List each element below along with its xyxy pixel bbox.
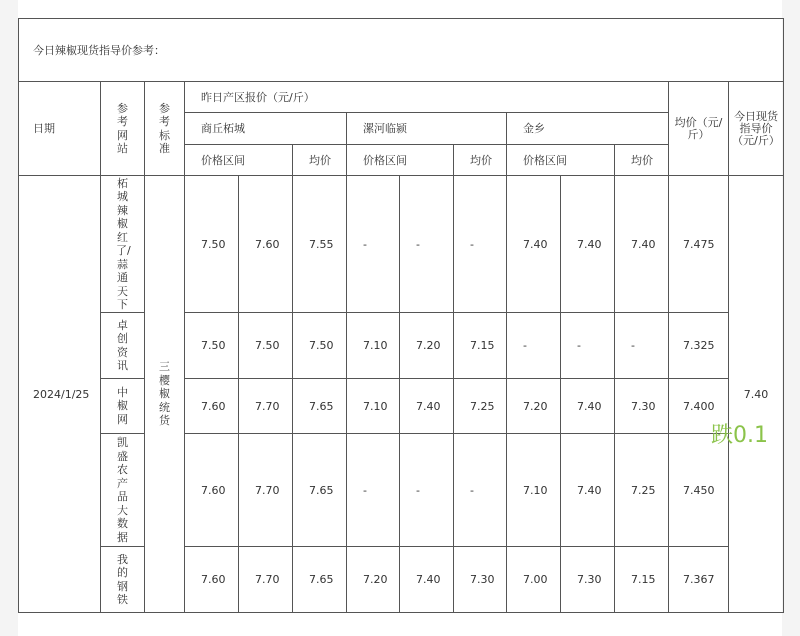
- today-price-cell: 7.40: [729, 176, 784, 613]
- price-cell: 7.25: [454, 379, 507, 434]
- price-cell: 7.20: [400, 313, 454, 379]
- table-title: 今日辣椒现货指导价参考：: [19, 19, 784, 82]
- price-cell: 7.40: [400, 379, 454, 434]
- price-cell: -: [507, 313, 561, 379]
- header-avg-linying: 均价: [454, 145, 507, 176]
- price-cell: 7.60: [185, 379, 239, 434]
- header-region-jinxiang: 金乡: [507, 113, 669, 145]
- price-cell: 7.50: [239, 313, 293, 379]
- avg-cell: 7.325: [669, 313, 729, 379]
- price-cell: 7.40: [561, 379, 615, 434]
- price-cell: -: [347, 434, 400, 547]
- header-region-linying: 漯河临颍: [347, 113, 507, 145]
- header-price-range-linying: 价格区间: [347, 145, 454, 176]
- website-cell: 中椒网: [101, 379, 145, 434]
- price-cell: 7.10: [507, 434, 561, 547]
- price-cell: 7.25: [615, 434, 669, 547]
- price-cell: -: [347, 176, 400, 313]
- price-cell: 7.70: [239, 547, 293, 613]
- avg-cell: 7.400: [669, 379, 729, 434]
- price-cell: 7.65: [293, 379, 347, 434]
- price-cell: 7.20: [507, 379, 561, 434]
- price-cell: 7.70: [239, 379, 293, 434]
- standard-cell: 三樱椒统货: [145, 176, 185, 613]
- header-standard: 参考标准: [145, 82, 185, 176]
- header-yesterday-quote: 昨日产区报价（元/斤）: [185, 82, 669, 113]
- website-cell: 凯盛农产品大数据: [101, 434, 145, 547]
- price-cell: 7.20: [347, 547, 400, 613]
- header-today-guide: 今日现货指导价（元/斤）: [729, 82, 784, 176]
- price-cell: 7.15: [454, 313, 507, 379]
- avg-cell: 7.475: [669, 176, 729, 313]
- price-cell: -: [561, 313, 615, 379]
- website-cell: 卓创资讯: [101, 313, 145, 379]
- price-cell: 7.60: [239, 176, 293, 313]
- website-cell: 柘城辣椒红了/蒜通天下: [101, 176, 145, 313]
- price-cell: 7.65: [293, 547, 347, 613]
- header-website: 参考网站: [101, 82, 145, 176]
- date-cell: 2024/1/25: [19, 176, 101, 613]
- price-cell: -: [400, 176, 454, 313]
- price-cell: 7.40: [561, 434, 615, 547]
- price-cell: 7.30: [615, 379, 669, 434]
- price-cell: 7.60: [185, 434, 239, 547]
- price-cell: 7.00: [507, 547, 561, 613]
- price-cell: 7.40: [400, 547, 454, 613]
- price-cell: 7.10: [347, 379, 400, 434]
- price-cell: 7.30: [454, 547, 507, 613]
- header-avg-zhecheng: 均价: [293, 145, 347, 176]
- price-cell: 7.55: [293, 176, 347, 313]
- header-date: 日期: [19, 82, 101, 176]
- price-cell: 7.65: [293, 434, 347, 547]
- header-avg-unit: 均价（元/斤）: [669, 82, 729, 176]
- price-cell: -: [400, 434, 454, 547]
- price-cell: 7.70: [239, 434, 293, 547]
- header-price-range-zhecheng: 价格区间: [185, 145, 293, 176]
- avg-cell: 7.367: [669, 547, 729, 613]
- header-price-range-jinxiang: 价格区间: [507, 145, 615, 176]
- change-note: 跌0.1: [711, 423, 768, 448]
- price-table: [18, 18, 784, 613]
- header-avg-jinxiang: 均价: [615, 145, 669, 176]
- price-cell: 7.40: [615, 176, 669, 313]
- price-cell: 7.40: [507, 176, 561, 313]
- price-cell: 7.60: [185, 547, 239, 613]
- price-cell: 7.50: [293, 313, 347, 379]
- price-cell: 7.40: [561, 176, 615, 313]
- price-cell: 7.15: [615, 547, 669, 613]
- price-cell: 7.30: [561, 547, 615, 613]
- price-cell: -: [454, 434, 507, 547]
- header-region-zhecheng: 商丘柘城: [185, 113, 347, 145]
- price-cell: 7.50: [185, 176, 239, 313]
- price-cell: 7.50: [185, 313, 239, 379]
- price-cell: -: [615, 313, 669, 379]
- price-cell: -: [454, 176, 507, 313]
- avg-cell: 7.450: [669, 434, 729, 547]
- website-cell: 我的钢铁: [101, 547, 145, 613]
- price-cell: 7.10: [347, 313, 400, 379]
